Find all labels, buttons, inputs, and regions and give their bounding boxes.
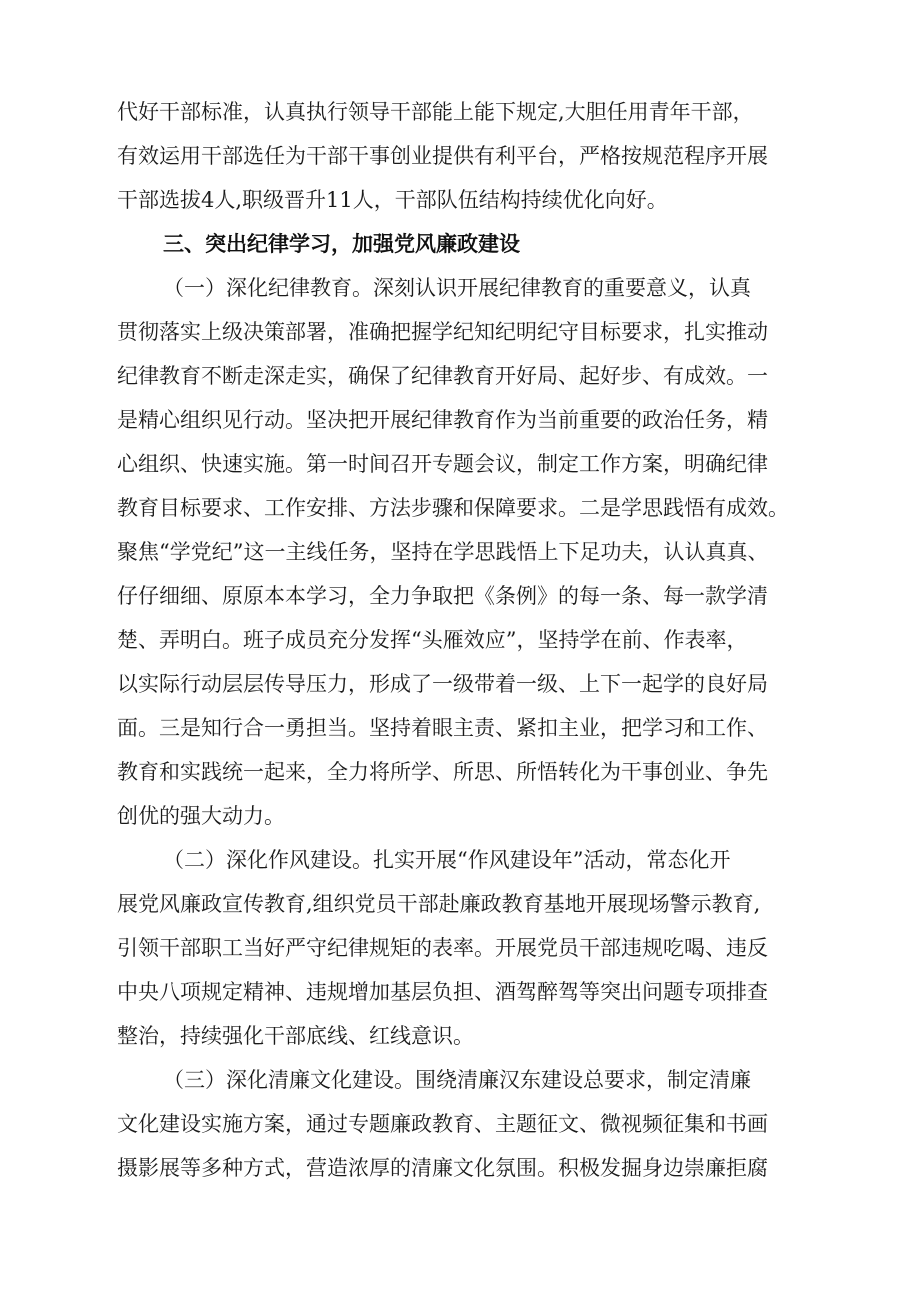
text-line: 代好干部标准，认真执行领导干部能上能下规定,大胆任用青年干部， [117,100,754,124]
text-line: 展党风廉政宣传教育,组织党员干部赴廉政教育基地开展现场警示教育, [117,892,761,916]
text-line: 有效运用干部选任为干部干事创业提供有利平台，严格按规范程序开展 [117,144,768,168]
text-line: 聚焦“学党纪”这一主线任务，坚持在学思践悟上下足功夫，认认真真、 [117,540,769,564]
text-line: 楚、弄明白。班子成员充分发挥“头雁效应”，坚持学在前、作表率， [117,628,748,652]
text-line: 文化建设实施方案，通过专题廉政教育、主题征文、微视频征集和书画 [117,1112,768,1136]
text-line: 教育和实践统一起来，全力将所学、所思、所悟转化为干事创业、争先 [117,760,768,784]
text-line: 心组织、快速实施。第一时间召开专题会议，制定工作方案，明确纪律 [117,452,768,476]
text-line: 整治，持续强化干部底线、红线意识。 [117,1024,474,1048]
paragraph-first-line: （三）深化清廉文化建设。围绕清廉汉东建设总要求，制定清廉 [163,1068,751,1092]
text-line: 摄影展等多种方式，营造浓厚的清廉文化氛围。积极发掘身边崇廉拒腐 [117,1156,768,1180]
text-line: 是精心组织见行动。坚决把开展纪律教育作为当前重要的政治任务，精 [117,408,768,432]
text-line: 干部选拔4人,职级晋升11人，干部队伍结构持续优化向好。 [117,188,668,212]
text-line: 创优的强大动力。 [117,804,285,828]
text-line: 教育目标要求、工作安排、方法步骤和保障要求。二是学思践悟有成效。 [117,496,789,520]
text-line: 面。三是知行合一勇担当。坚持着眼主责、紧扣主业，把学习和工作、 [117,716,768,740]
paragraph-first-line: （二）深化作风建设。扎实开展“作风建设年”活动，常态化开 [163,848,731,872]
text-line: 纪律教育不断走深走实，确保了纪律教育开好局、起好步、有成效。一 [117,364,768,388]
paragraph-first-line: （一）深化纪律教育。深刻认识开展纪律教育的重要意义，认真 [163,276,751,300]
text-line: 中央八项规定精神、违规增加基层负担、酒驾醉驾等突出问题专项排查 [117,980,768,1004]
text-line: 引领干部职工当好严守纪律规矩的表率。开展党员干部违规吃喝、违反 [117,936,768,960]
text-line: 贯彻落实上级决策部署，准确把握学纪知纪明纪守目标要求，扎实推动 [117,320,768,344]
text-line: 仔仔细细、原原本本学习，全力争取把《条例》的每一条、每一款学清 [117,584,768,608]
text-line: 以实际行动层层传导压力，形成了一级带着一级、上下一起学的良好局 [117,672,768,696]
section-heading: 三、突出纪律学习，加强党风廉政建设 [163,232,520,256]
